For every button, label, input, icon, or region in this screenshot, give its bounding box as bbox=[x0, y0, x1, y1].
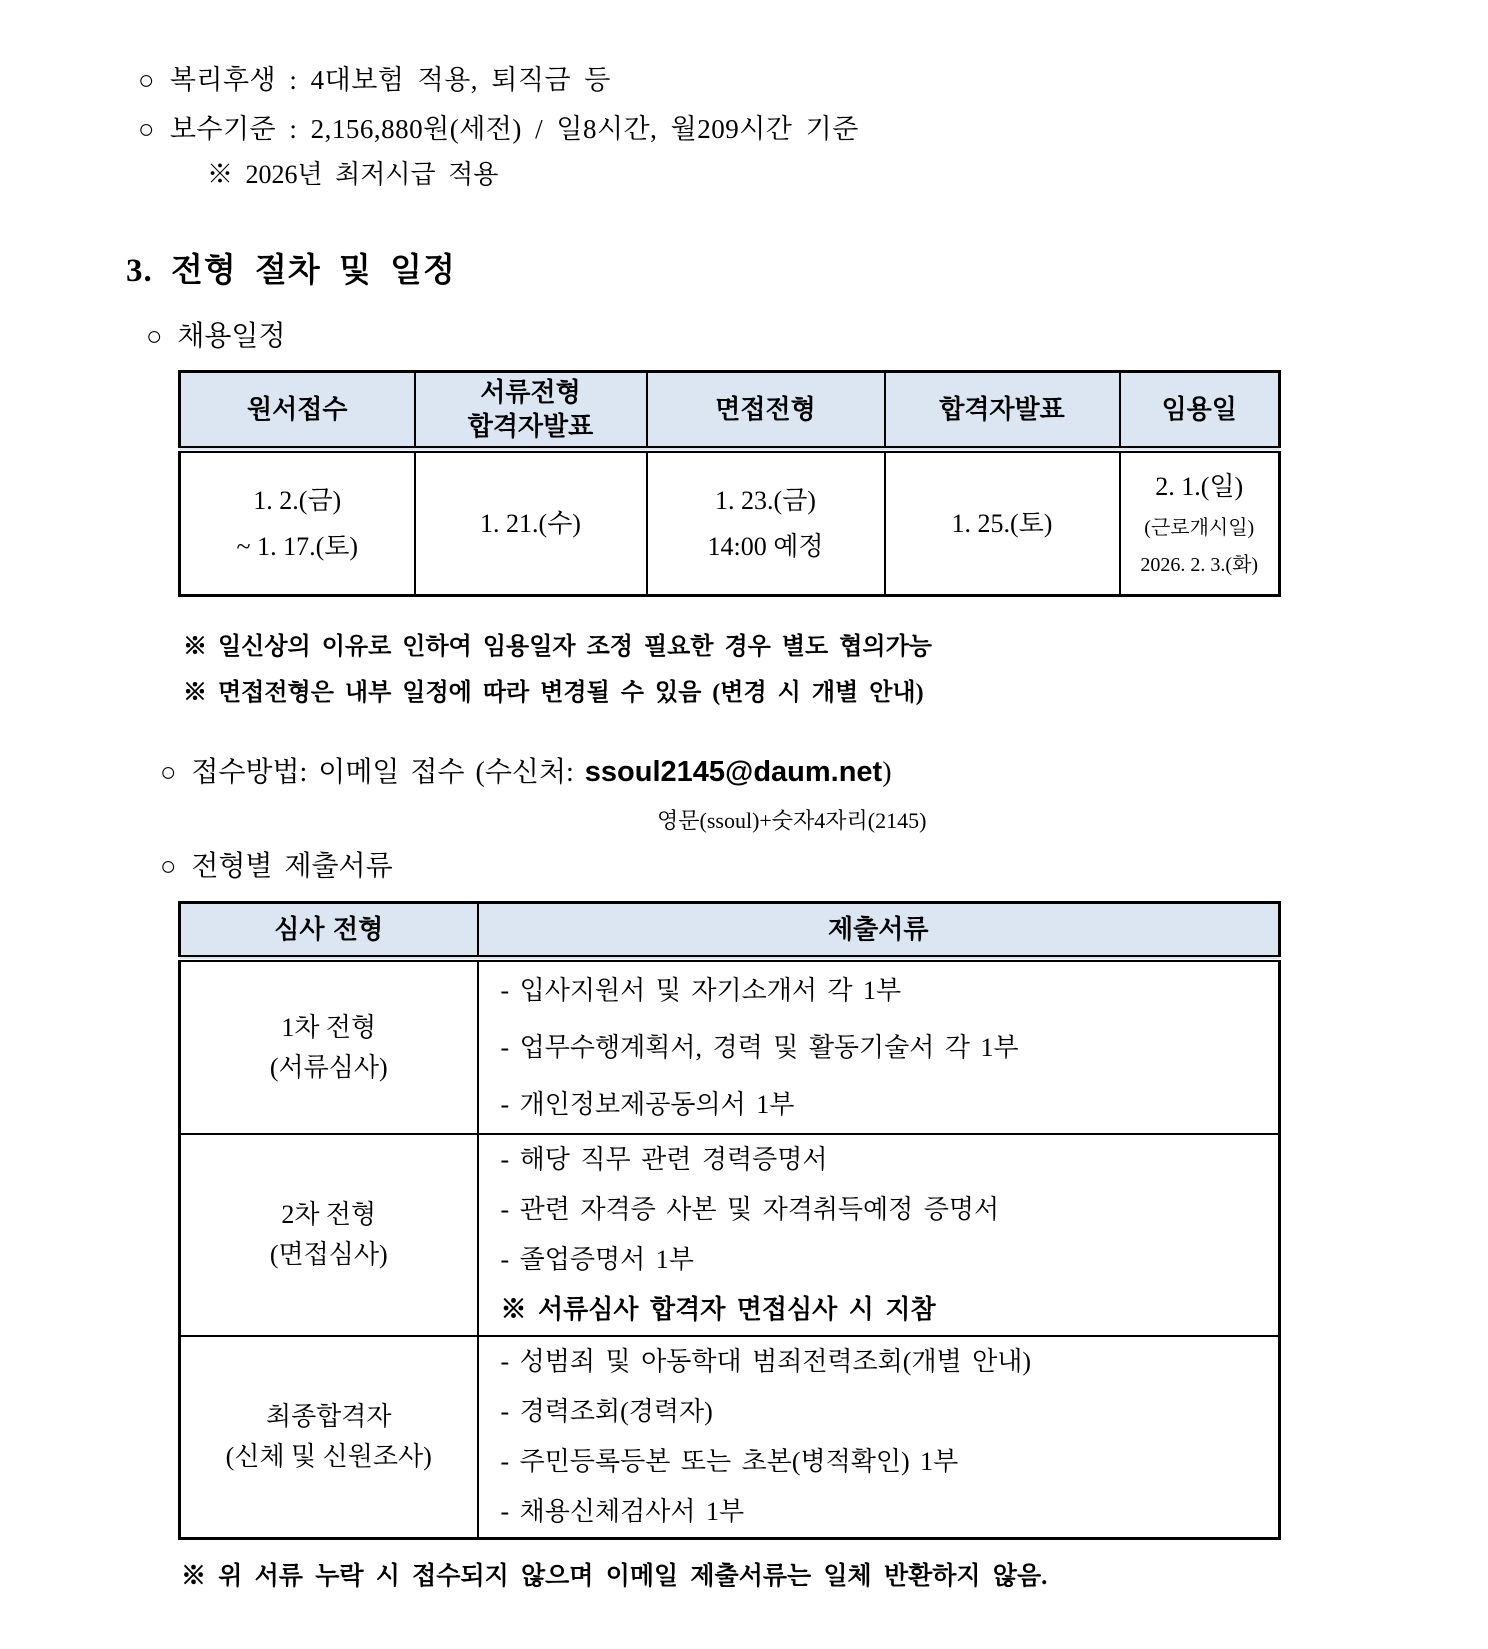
final-stage-documents-cell bbox=[478, 1336, 1280, 1539]
stage1-name-cell: 1차 전형 (서류심사) bbox=[180, 959, 478, 1135]
documents-label: 전형별 제출서류 bbox=[191, 851, 393, 882]
doc-item: - 성범죄 및 아동학대 범죄전력조회(개별 안내) bbox=[500, 1347, 1032, 1376]
circle-bullet-icon: ○ bbox=[138, 114, 155, 144]
stage2-note: ※ 서류심사 합격자 면접심사 시 지참 bbox=[500, 1295, 936, 1324]
pay-line bbox=[138, 107, 859, 146]
schedule-note-2: ※ 면접전형은 내부 일정에 따라 변경될 수 있음 (변경 시 개별 안내) bbox=[183, 680, 924, 706]
doc-item: - 입사지원서 및 자기소개서 각 1부 bbox=[500, 976, 902, 1005]
documents-row-stage1 bbox=[180, 959, 1280, 1135]
stage1-documents-cell bbox=[478, 959, 1280, 1135]
circle-bullet-icon: ○ bbox=[146, 321, 163, 351]
documents-header-row bbox=[180, 903, 1280, 959]
doc-item: - 해당 직무 관련 경력증명서 bbox=[500, 1145, 828, 1174]
circle-bullet-icon: ○ bbox=[138, 65, 155, 95]
header-document-screening-result: 서류전형 합격자발표 bbox=[415, 372, 647, 450]
application-method-suffix: ) bbox=[882, 757, 892, 788]
circle-bullet-icon: ○ bbox=[160, 757, 177, 787]
welfare-line bbox=[138, 58, 611, 97]
documents-row-final bbox=[180, 1336, 1280, 1539]
header-interview: 면접전형 bbox=[647, 372, 885, 450]
stage2-name-cell: 2차 전형 (면접심사) bbox=[180, 1134, 478, 1336]
application-method-text: 접수방법: 이메일 접수 (수신처: bbox=[191, 757, 585, 788]
section-heading: 3. 전형 절차 및 일정 bbox=[126, 253, 456, 289]
application-email: ssoul2145@daum.net bbox=[584, 756, 883, 788]
header-application-period: 원서접수 bbox=[180, 372, 415, 450]
header-appointment-date: 임용일 bbox=[1120, 372, 1280, 450]
schedule-header-row bbox=[180, 372, 1280, 450]
documents-row-stage2 bbox=[180, 1134, 1280, 1336]
email-hint: 영문(ssoul)+숫자4자리(2145) bbox=[657, 808, 927, 833]
header-screening-stage: 심사 전형 bbox=[180, 903, 478, 959]
doc-item: - 업무수행계획서, 경력 및 활동기술서 각 1부 bbox=[500, 1033, 1019, 1062]
pay-text: 보수기준 : 2,156,880원(세전) / 일8시간, 월209시간 기준 bbox=[169, 114, 859, 144]
stage2-documents-cell bbox=[478, 1134, 1280, 1336]
final-stage-name-cell: 최종합격자 (신체 및 신원조사) bbox=[180, 1336, 478, 1539]
welfare-text: 복리후생 : 4대보험 적용, 퇴직금 등 bbox=[169, 65, 611, 95]
schedule-data-row bbox=[180, 450, 1280, 596]
cell-application-period: 1. 2.(금) ~ 1. 17.(토) bbox=[180, 450, 415, 596]
circle-bullet-icon: ○ bbox=[160, 851, 177, 881]
hiring-schedule-bullet bbox=[146, 314, 286, 354]
doc-item: - 졸업증명서 1부 bbox=[500, 1245, 694, 1274]
hiring-schedule-table bbox=[178, 370, 1281, 597]
header-required-documents: 제출서류 bbox=[478, 903, 1280, 959]
cell-appointment-date: 2. 1.(일) (근로개시일) 2026. 2. 3.(화) bbox=[1120, 450, 1280, 596]
doc-item: - 관련 자격증 사본 및 자격취득예정 증명서 bbox=[500, 1195, 1000, 1224]
doc-item: - 개인정보제공동의서 1부 bbox=[500, 1090, 795, 1119]
documents-table bbox=[178, 901, 1281, 1540]
documents-bullet bbox=[160, 844, 393, 884]
footer-note: ※ 위 서류 누락 시 접수되지 않으며 이메일 제출서류는 일체 반환하지 않음. bbox=[181, 1563, 1048, 1590]
hiring-schedule-label: 채용일정 bbox=[177, 321, 286, 352]
doc-item: - 채용신체검사서 1부 bbox=[500, 1497, 745, 1526]
doc-item: - 주민등록등본 또는 초본(병적확인) 1부 bbox=[500, 1447, 959, 1476]
cell-final-result-date: 1. 25.(토) bbox=[885, 450, 1120, 596]
application-method-line bbox=[160, 750, 892, 790]
minimum-wage-note: ※ 2026년 최저시급 적용 bbox=[207, 160, 499, 189]
header-final-result: 합격자발표 bbox=[885, 372, 1120, 450]
schedule-note-1: ※ 일신상의 이유로 인하여 임용일자 조정 필요한 경우 별도 협의가능 bbox=[183, 634, 932, 660]
cell-interview-date: 1. 23.(금) 14:00 예정 bbox=[647, 450, 885, 596]
doc-item: - 경력조회(경력자) bbox=[500, 1397, 713, 1426]
cell-document-result-date: 1. 21.(수) bbox=[415, 450, 647, 596]
